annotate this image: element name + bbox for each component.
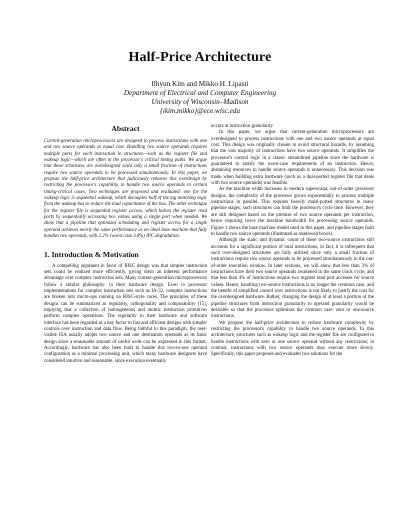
right-paragraph-3: Although the static and dynamic count of these two-source instructions still accounts for a significant portion of total instructions, in fact, it is infrequent that such over-designed structures are fully utilized since only a small fraction of instructions require two source operands to be processed simultaneously in the out-of-order execution window. In later sections, we will show that less than 3% of instructions have their two source operands awakened in the same clock cycle, and that less than 4% of instructions require two register read port accesses for source values. Hence, handling two-source instructions is no longer the common case, and the benefit of simplified control over instructions is not likely to justify the cost for the overdesigned hardware. Rather, changing the design of at least a portion of the pipeline structures from instruction granularity to operand granularity would be desirable so that the processor optimizes the common case: zero or one-source instructions. (211, 238, 374, 320)
intro-paragraph: A compelling argument in favor of RISC design was that simpler instruction sets could be realized more efficiently, giving them an inherent performance advantage over complex instruction sets. Many current-generation microprocessors follow a similar philosophy: in their hardware design. Even in processor implementations for complex instruction sets such as IA-32, complex instructions are broken into micro-ops running on RISC-style cores. The principles of these designs can be summarized as regularity, orthogonality and composability [15], implying that a collection of homogeneous and atomic instruction primitives perform complex operations. The regularity in their hardware and software interface has been regarded as a key factor to fast and efficient designs with simpler controls over instruction and data flow. Being faithful to this paradigm, the user-visible ISA usually adopts two source and one destination operands as its basic design since a reasonable amount of useful work can be expressed in this format. Accordingly, hardware has also been built to handle this two-to-one operand configuration as a minimal processing unit, which many hardware designers have considered intuitive and reasonable, since execution eventually (44, 263, 207, 364)
abstract-text: Current-generation microprocessors are designed to process instructions with one and two source operands at equal cost. Handling two source operands requires multiple ports for each instruction in structures—such as the register file and wakeup logic—which are often in the processor's critical timing paths. We argue that these structures are overdesigned since only a small fraction of instructions require two source operands to be processed simultaneously. In this paper, we propose the half-price architecture that judiciously removes this overdesign by restricting the processor's capability to handle two source operands in certain timing-critical cases. Two techniques are proposed and evaluated: one for the wakeup logic is sequential wakeup, which decouples half of the tag matching logic from the wakeup bus to reduce the load capacitance of the bus. The other technique for the register file is sequential register access, which halves the register read ports by sequentially accessing two values using a single port when needed. We show that a pipeline that optimizes scheduling and register access for a single operand achieves nearly the same performance as an ideal base machine that fully handles two operands, with 2.2% (worst case 3.8%) IPC degradation. (44, 139, 207, 240)
department: Department of Electrical and Computer Engineering (123, 89, 277, 97)
left-column (44, 124, 207, 365)
author-names: Ilhyun Kim and Mikko H. Lipasti (151, 80, 249, 88)
right-paragraph-1: In this paper, we argue that current-generation microprocessors are overdesigned to process instructions with one and two source operands at equal cost. This design was originally chosen to avoid structural hazards, by assuming that the vast majority of instructions have two source operands. It simplifies the processor's control logic in a classic streamlined pipeline since the hardware is guaranteed to satisfy the worst-case requirements of an instruction. Hence, abstaining resources to handle source operands is unnecessary. This decision was made when building extra hardware (such as a dual-ported register file that deals with two source operands) was feasible. (211, 130, 374, 187)
right-column (211, 124, 374, 359)
section-heading-intro: 1. Introduction & Motivation (44, 249, 139, 259)
paper-title: Half-Price Architecture (128, 50, 272, 65)
university: University of Wisconsin–Madison (151, 98, 249, 106)
author-email: {ikim,mikko}@ece.wisc.edu (159, 107, 240, 115)
author-block (0, 80, 400, 116)
right-paragraph-4: We propose the half-price architecture to reduce hardware complexity by restricting the processor's capability to handle two source operands. In this architecture, structures such as wakeup logic and the register file are configured to handle instructions with zero or one source operand without any restrictions; in contrast, instructions with two source operands may execute more slowly. Specifically, this paper proposes and evaluates two solutions for the (211, 320, 374, 358)
right-paragraph-0: occurs at instruction granularity. (211, 124, 274, 129)
right-paragraph-2: As the machine width increases in modern superscalar, out-of-order processor designs, the complexity of the processor grows exponentially to process multiple instructions in parallel. This requires heavily multi-ported structures in many pipeline stages; such structures can limit the processor's cycle time. However, they are still designed based on the premise of two source operands per instruction, hence requiring twice the machine bandwidth for processing source operands. Figure 1 shows the base machine model used in this paper, and pipeline stages built to handle two source operands (illustrated as shadowed boxes). (211, 187, 374, 237)
abstract-heading: Abstract (111, 124, 140, 133)
